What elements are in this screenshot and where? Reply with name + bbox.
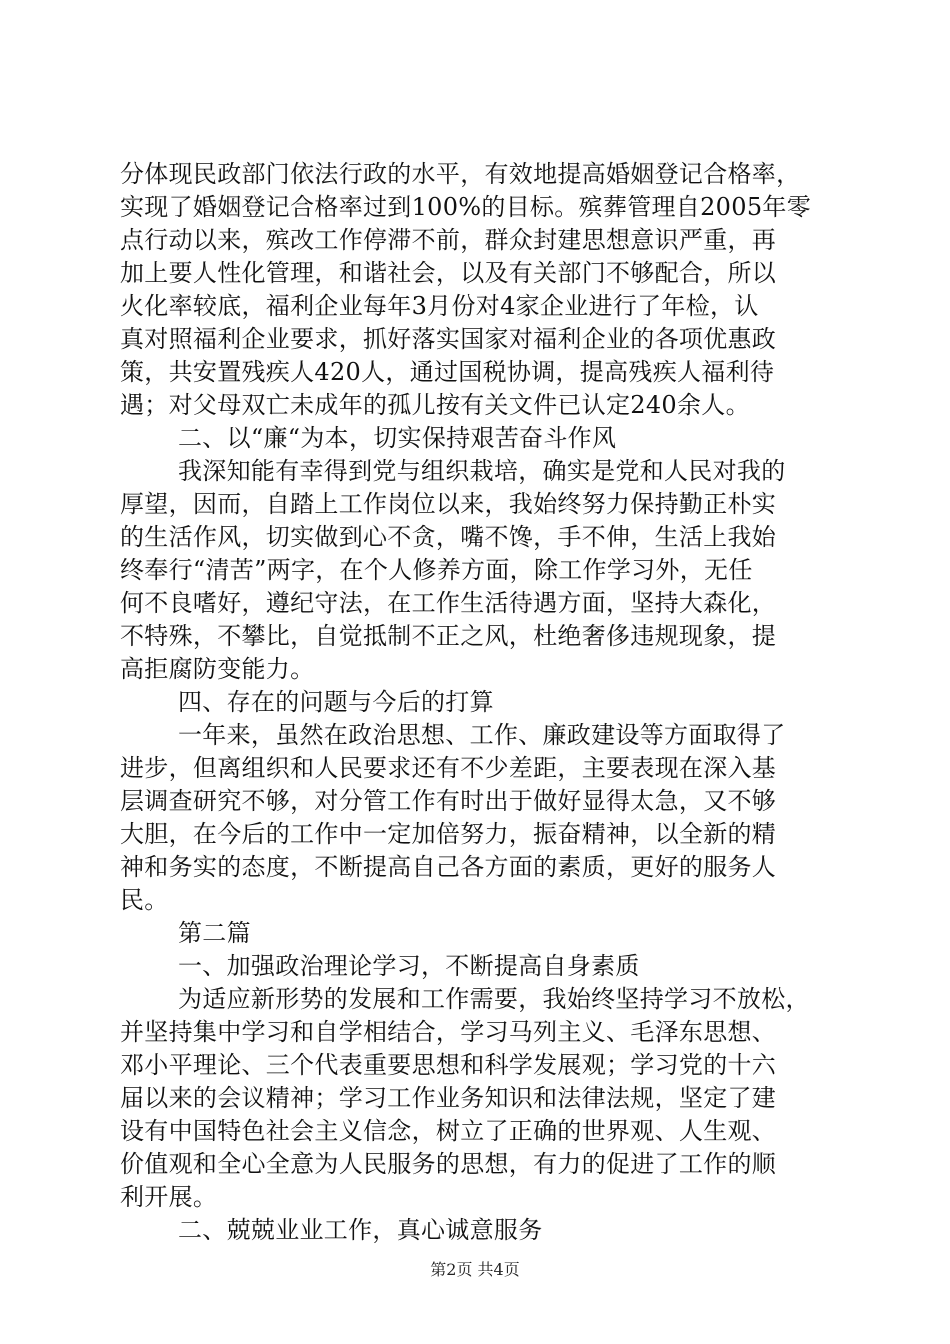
section-heading: 二、以“廉“为本，切实保持艰苦奋斗作风 — [178, 424, 617, 452]
paragraph-line: 我深知能有幸得到党与组织栽培，确实是党和人民对我的 — [178, 457, 786, 485]
paragraph-line: 届以来的会议精神；学习工作业务知识和法律法规，坚定了建 — [120, 1084, 777, 1112]
paragraph-line: 层调查研究不够，对分管工作有时出于做好显得太急，又不够 — [120, 787, 777, 815]
paragraph-line: 价值观和全心全意为人民服务的思想，有力的促进了工作的顺 — [120, 1150, 777, 1178]
paragraph-line: 真对照福利企业要求，抓好落实国家对福利企业的各项优惠政 — [120, 325, 777, 353]
paragraph-line: 策，共安置残疾人420人，通过国税协调，提高残疾人福利待 — [120, 358, 775, 386]
paragraph-line: 神和务实的态度，不断提高自己各方面的素质，更好的服务人 — [120, 853, 777, 881]
paragraph-line: 不特殊，不攀比，自觉抵制不正之风，杜绝奢侈违规现象，提 — [120, 622, 777, 650]
paragraph-line: 民。 — [120, 886, 169, 914]
paragraph-line: 利开展。 — [120, 1183, 218, 1211]
paragraph-line: 火化率较底，福利企业每年3月份对4家企业进行了年检，认 — [120, 292, 759, 320]
paragraph-line: 终奉行“清苦”两字，在个人修养方面，除工作学习外，无任 — [120, 556, 753, 584]
paragraph-line: 加上要人性化管理，和谐社会，以及有关部门不够配合，所以 — [120, 259, 777, 287]
page-footer: 第2页 共4页 — [430, 1260, 520, 1279]
paragraph-line: 点行动以来，殡改工作停滞不前，群众封建思想意识严重，再 — [120, 226, 777, 254]
paragraph-line: 为适应新形势的发展和工作需要，我始终坚持学习不放松， — [178, 985, 810, 1013]
paragraph-line: 设有中国特色社会主义信念，树立了正确的世界观、人生观、 — [120, 1117, 777, 1145]
paragraph-line: 一年来，虽然在政治思想、工作、廉政建设等方面取得了 — [178, 721, 786, 749]
section-heading: 四、存在的问题与今后的打算 — [178, 688, 494, 716]
paragraph-line: 邓小平理论、三个代表重要思想和科学发展观；学习党的十六 — [120, 1051, 777, 1079]
paragraph-line: 厚望，因而，自踏上工作岗位以来，我始终努力保持勤正朴实 — [120, 490, 777, 518]
paragraph-line: 并坚持集中学习和自学相结合，学习马列主义、毛泽东思想、 — [120, 1018, 777, 1046]
paragraph-line: 实现了婚姻登记合格率过到100%的目标。殡葬管理自2005年零 — [120, 193, 811, 221]
paragraph-line: 何不良嗜好，遵纪守法，在工作生活待遇方面，坚持大森化， — [120, 589, 777, 617]
paragraph-line: 遇；对父母双亡未成年的孤儿按有关文件已认定240余人。 — [120, 391, 750, 419]
paragraph-line: 大胆，在今后的工作中一定加倍努力，振奋精神，以全新的精 — [120, 820, 777, 848]
part-heading: 第二篇 — [178, 919, 251, 947]
section-heading: 二、兢兢业业工作，真心诚意服务 — [178, 1216, 543, 1244]
paragraph-line: 的生活作风，切实做到心不贪，嘴不馋，手不伸，生活上我始 — [120, 523, 777, 551]
paragraph-line: 进步，但离组织和人民要求还有不少差距，主要表现在深入基 — [120, 754, 777, 782]
section-heading: 一、加强政治理论学习，不断提高自身素质 — [178, 952, 640, 980]
paragraph-line: 高拒腐防变能力。 — [120, 655, 315, 683]
paragraph-line: 分体现民政部门依法行政的水平，有效地提高婚姻登记合格率， — [120, 160, 801, 188]
